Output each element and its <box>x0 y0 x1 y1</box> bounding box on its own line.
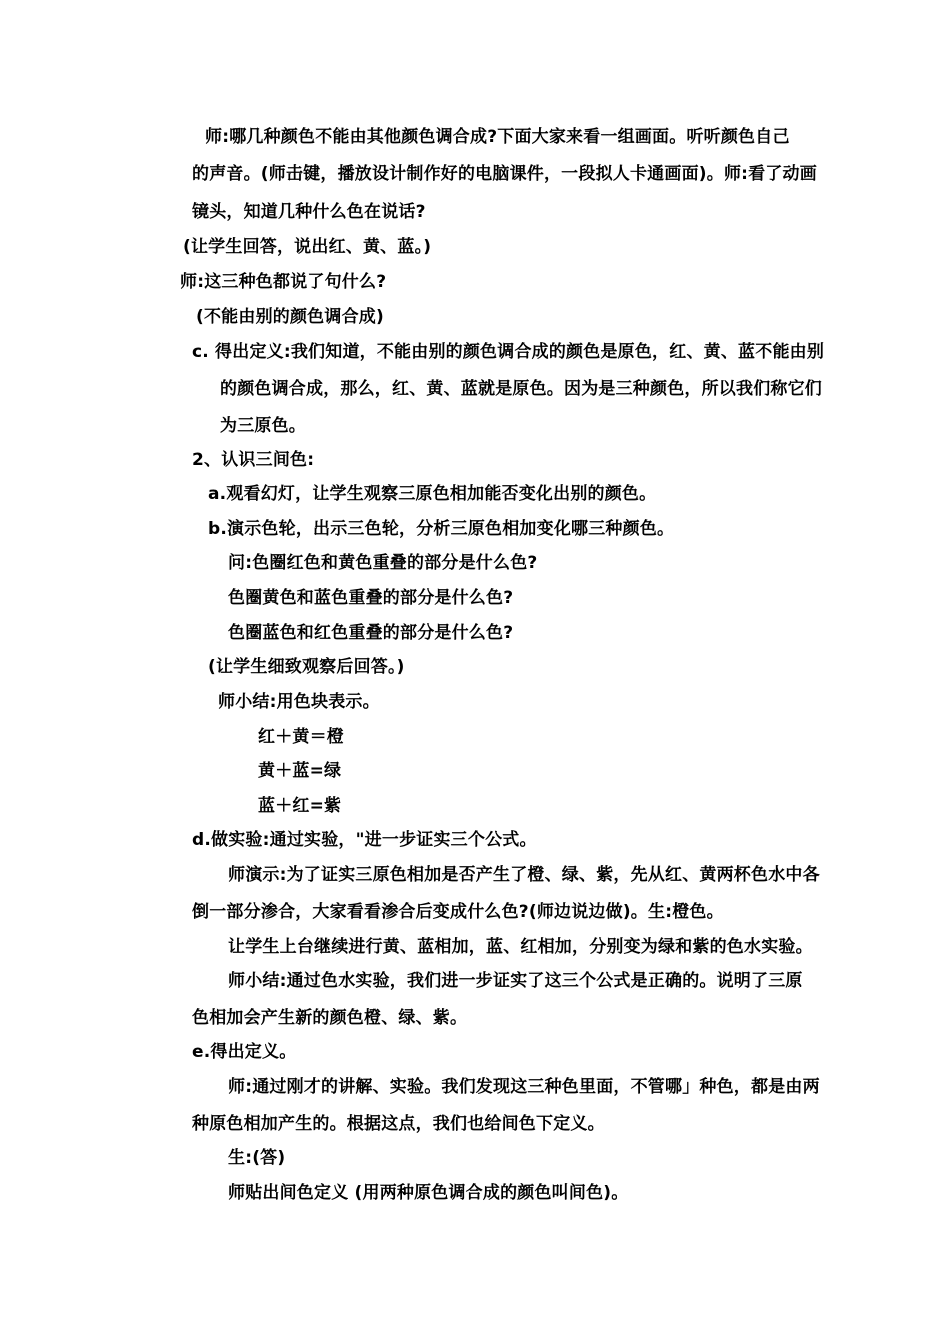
text-line: 镜头，知道几种什么色在说话? <box>192 202 426 222</box>
text-line: 师:这三种色都说了句什么? <box>180 272 387 292</box>
text-line: 让学生上台继续进行黄、蓝相加，蓝、红相加，分别变为绿和紫的色水实验。 <box>228 937 813 957</box>
text-line: 师演示:为了证实三原色相加是否产生了橙、绿、紫，先从红、黄两杯色水中各 <box>228 865 820 885</box>
text-line: a.观看幻灯，让学生观察三原色相加能否变化出别的颜色。 <box>208 484 657 504</box>
text-line: (让学生细致观察后回答。) <box>208 657 405 677</box>
text-line: 种原色相加产生的。根据这点，我们也给间色下定义。 <box>192 1114 605 1134</box>
text-line: 色圈黄色和蓝色重叠的部分是什么色? <box>228 588 514 608</box>
text-line: 蓝＋红=紫 <box>258 796 342 816</box>
text-line: (让学生回答，说出红、黄、蓝。) <box>183 237 432 257</box>
text-line: 师小结:用色块表示。 <box>218 692 380 712</box>
text-line: 师小结:通过色水实验，我们进一步证实了这三个公式是正确的。说明了三原 <box>228 971 803 991</box>
text-line: 色相加会产生新的颜色橙、绿、紫。 <box>192 1008 468 1028</box>
text-line: d.做实验:通过实验，"进一步证实三个公式。 <box>192 830 537 850</box>
text-line: 红＋黄＝橙 <box>258 727 344 747</box>
text-line: 师贴出间色定义 (用两种原色调合成的颜色叫间色)。 <box>228 1183 629 1203</box>
text-line: 黄＋蓝=绿 <box>258 761 342 781</box>
text-line: c. 得出定义:我们知道，不能由别的颜色调合成的颜色是原色，红、黄、蓝不能由别 <box>192 342 825 362</box>
text-line: 生:(答) <box>228 1148 286 1168</box>
text-line: e.得出定义。 <box>192 1042 297 1062</box>
text-line: 为三原色。 <box>220 416 306 436</box>
text-line: 的声音。(师击键，播放设计制作好的电脑课件，一段拟人卡通画面)。师:看了动画 <box>192 164 817 184</box>
text-line: 师:通过刚才的讲解、实验。我们发现这三种色里面，不管哪」种色，都是由两 <box>228 1077 820 1097</box>
text-line: 问:色圈红色和黄色重叠的部分是什么色? <box>228 553 538 573</box>
text-line: 色圈蓝色和红色重叠的部分是什么色? <box>228 623 514 643</box>
text-line: b.演示色轮，出示三色轮，分析三原色相加变化哪三种颜色。 <box>208 519 675 539</box>
text-line: 2、认识三间色: <box>192 450 315 470</box>
text-line: 的颜色调合成，那么，红、黄、蓝就是原色。因为是三种颜色，所以我们称它们 <box>220 379 822 399</box>
text-line: 师:哪几种颜色不能由其他颜色调合成?下面大家来看一组画面。听听颜色自己 <box>205 127 790 147</box>
text-line: (不能由别的颜色调合成) <box>196 307 384 327</box>
text-line: 倒一部分渗合，大家看看渗合后变成什么色?(师边说边做)。生:橙色。 <box>192 902 724 922</box>
